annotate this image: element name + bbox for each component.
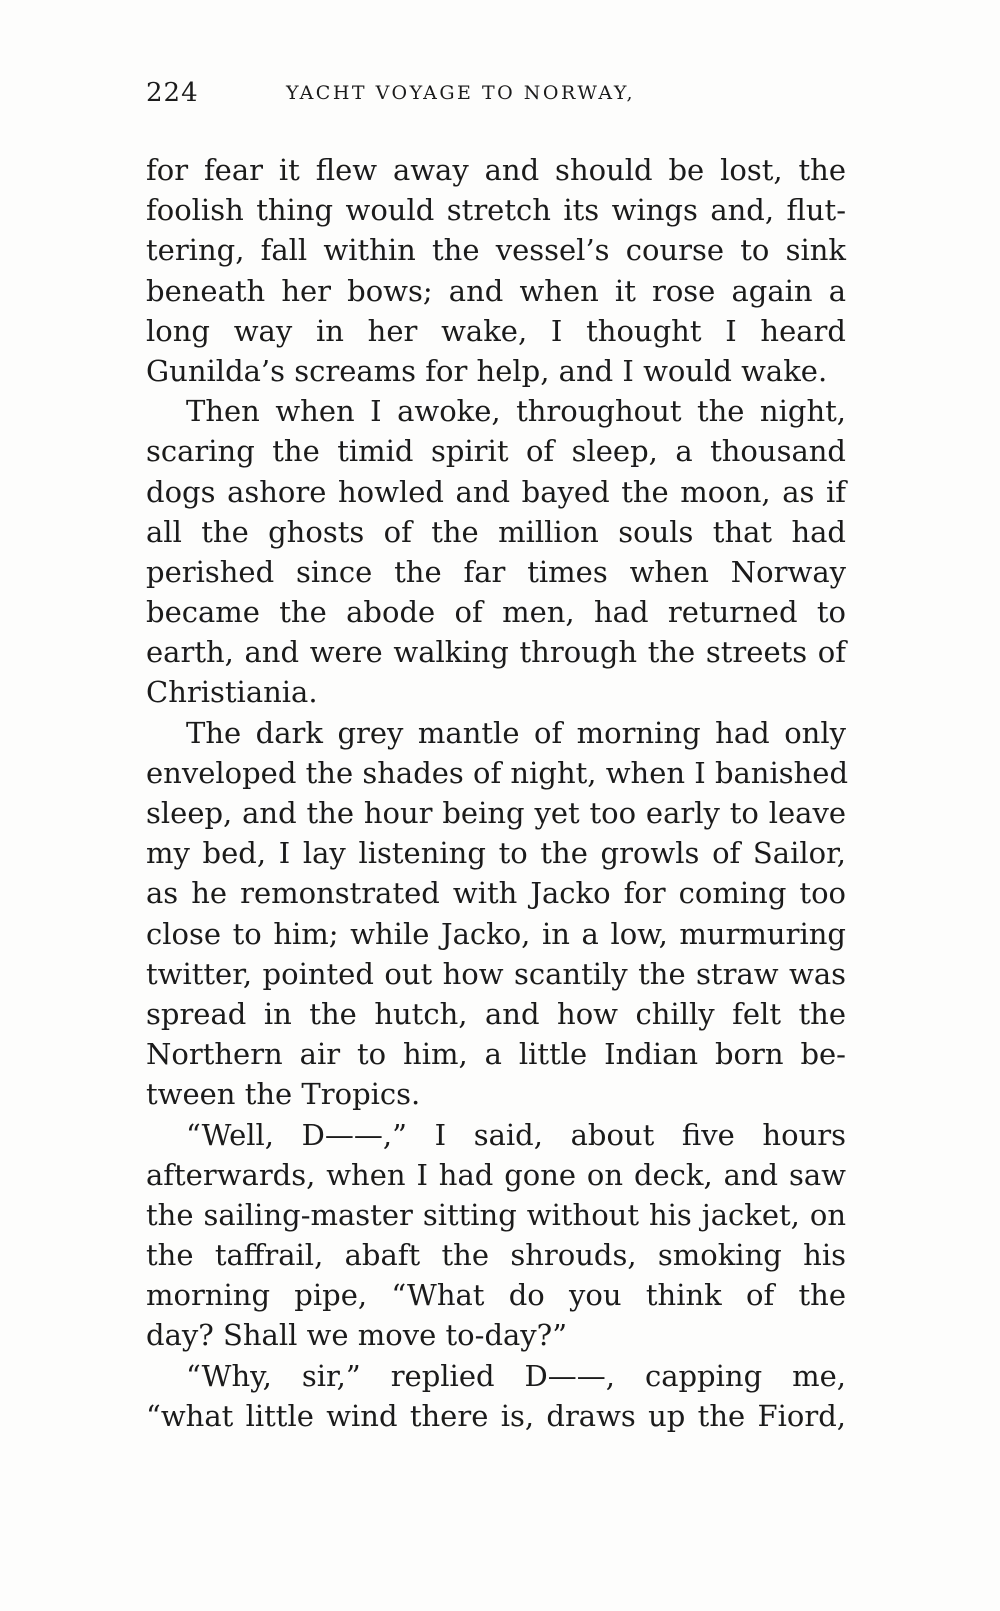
text-line: afterwards, when I had gone on deck, and saw: [146, 1157, 846, 1192]
text-line: long way in her wake, I thought I heard: [146, 313, 846, 348]
paragraph-start-line: The dark grey mantle of morning had only: [186, 715, 846, 750]
text-line: scaring the timid spirit of sleep, a thousand: [146, 434, 846, 469]
text-line: foolish thing would stretch its wings and, flut-: [146, 193, 846, 228]
text-line: for fear it flew away and should be lost, the: [146, 153, 846, 187]
running-title: YACHT VOYAGE TO NORWAY,: [286, 82, 635, 104]
text-line: my bed, I lay listening to the growls of Sailor,: [146, 836, 846, 871]
text-line: twitter, pointed out how scantily the straw was: [146, 956, 846, 991]
text-line: day? Shall we move to-day?”: [146, 1318, 568, 1353]
text-line: perished since the far times when Norway: [146, 554, 846, 589]
text-line: the sailing-master sitting without his jacket, on: [146, 1197, 846, 1232]
text-line: sleep, and the hour being yet too early to leave: [146, 796, 846, 830]
text-line: Christiania.: [146, 675, 318, 710]
text-line: tering, fall within the vessel’s course to sink: [146, 233, 846, 268]
paragraph-start-line: Then when I awoke, throughout the night,: [186, 394, 846, 429]
text-line: became the abode of men, had returned to: [146, 595, 846, 630]
text-line: Northern air to him, a little Indian born be-: [146, 1037, 846, 1072]
text-line: as he remonstrated with Jacko for coming too: [146, 876, 846, 911]
text-line: morning pipe, “What do you think of the: [146, 1278, 846, 1313]
text-line: “what little wind there is, draws up the Fiord,: [146, 1398, 846, 1433]
text-line: enveloped the shades of night, when I banished: [146, 755, 849, 790]
page-number: 224: [146, 78, 199, 108]
text-line: Gunilda’s screams for help, and I would wake.: [146, 353, 828, 388]
text-line: tween the Tropics.: [146, 1077, 421, 1112]
page-header: [146, 78, 846, 114]
text-line: beneath her bows; and when it rose again a: [146, 273, 846, 308]
text-line: earth, and were walking through the streets of: [146, 635, 846, 670]
paragraph-start-line: “Why, sir,” replied D——, capping me,: [186, 1358, 846, 1393]
body-text: [146, 150, 849, 1436]
text-line: close to him; while Jacko, in a low, murmuring: [146, 916, 846, 951]
text-line: all the ghosts of the million souls that had: [146, 514, 846, 549]
text-line: spread in the hutch, and how chilly felt the: [146, 996, 846, 1031]
text-line: the taffrail, abaft the shrouds, smoking his: [146, 1238, 846, 1273]
text-line: dogs ashore howled and bayed the moon, as if: [146, 474, 846, 509]
paragraph-start-line: “Well, D——,” I said, about five hours: [186, 1117, 846, 1152]
